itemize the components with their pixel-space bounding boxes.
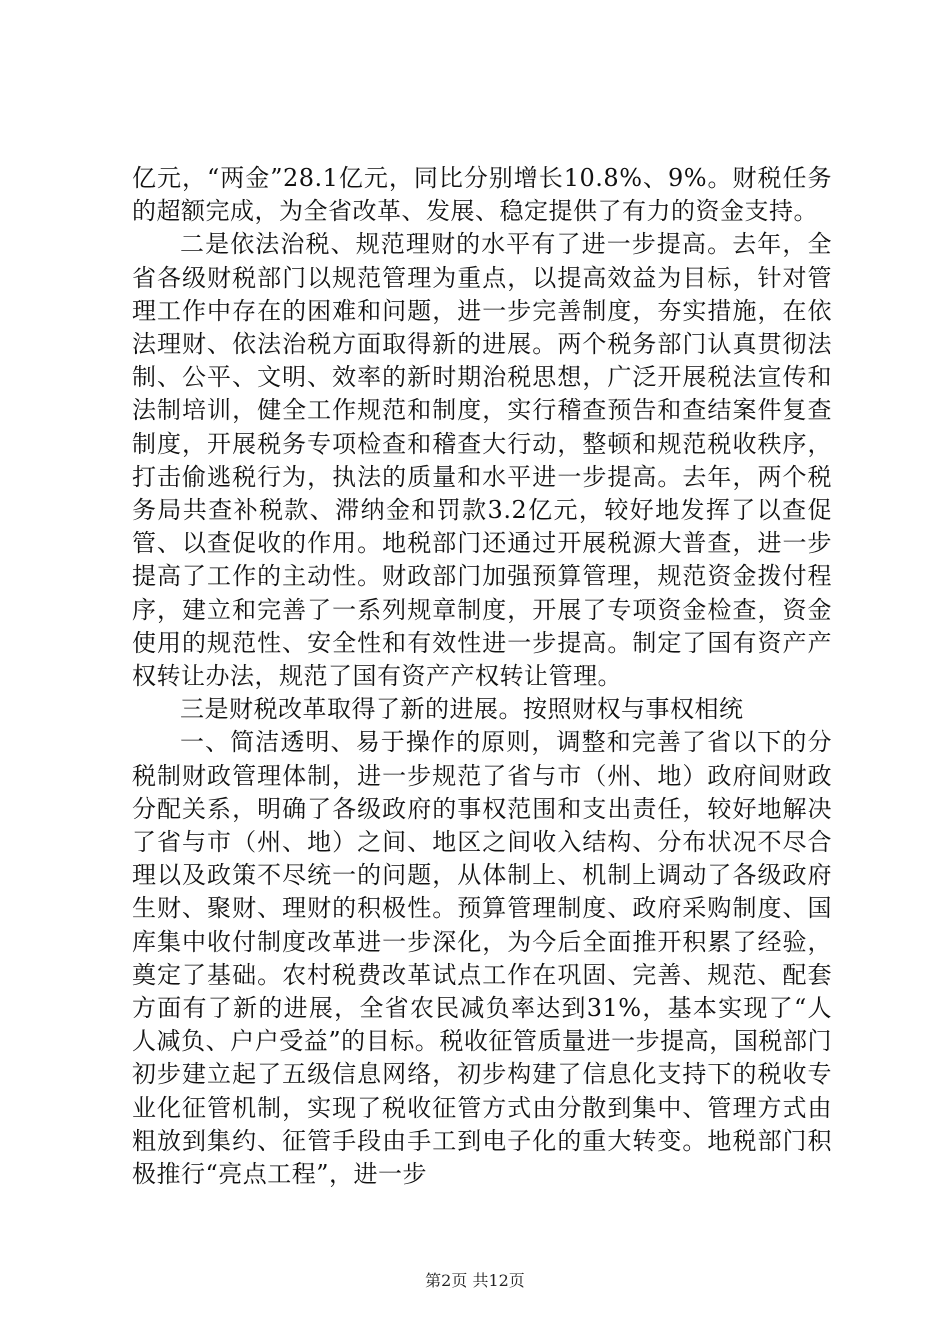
paragraph-4: 一、简洁透明、易于操作的原则，调整和完善了省以下的分税制财政管理体制，进一步规范了省与市（州、地）政府间财政分配关系，明确了各级政府的事权范围和支出责任，较好地解决了省与市（州、地）之间、地区之间收入结构、分布状况不尽合理以及政策不尽统一的问题，从体制上、机制上调动了各级政府生财、聚财、理财的积极性。预算管理制度、政府采购制度、国库集中收付制度改革进一步深化，为今后全面推开积累了经验，奠定了基础。农村税费改革试点工作在巩固、完善、规范、配套方面有了新的进展，全省农民减负率达到31%，基本实现了“人人减负、户户受益”的目标。税收征管质量进一步提高，国税部门初步建立起了五级信息网络，初步构建了信息化支持下的税收专业化征管机制，实现了税收征管方式由分散到集中、管理方式由粗放到集约、征管手段由手工到电子化的重大转变。地税部门积极推行“亮点工程”，进一步 xyxy=(132,728,832,1189)
paragraph-1: 亿元，“两金”28.1亿元，同比分别增长10.8%、9%。财税任务的超额完成，为全省改革、发展、稳定提供了有力的资金支持。 xyxy=(132,164,832,226)
paragraph-2: 二是依法治税、规范理财的水平有了进一步提高。去年，全省各级财税部门以规范管理为重点，以提高效益为目标，针对管理工作中存在的困难和问题，进一步完善制度，夯实措施，在依法理财、依法治税方面取得新的进展。两个税务部门认真贯彻法制、公平、文明、效率的新时期治税思想，广泛开展税法宣传和法制培训，健全工作规范和制度，实行稽查预告和查结案件复查制度，开展税务专项检查和稽查大行动，整顿和规范税收秩序，打击偷逃税行为，执法的质量和水平进一步提高。去年，两个税务局共查补税款、滞纳金和罚款3.2亿元，较好地发挥了以查促管、以查促收的作用。地税部门还通过开展税源大普查，进一步提高了工作的主动性。财政部门加强预算管理，规范资金拨付程序，建立和完善了一系列规章制度，开展了专项资金检查，资金使用的规范性、安全性和有效性进一步提高。制定了国有资产产权转让办法，规范了国有资产产权转让管理。 xyxy=(132,230,832,691)
page-number-footer: 第2页 共12页 xyxy=(425,1271,525,1290)
paragraph-3: 三是财税改革取得了新的进展。按照财权与事权相统 xyxy=(180,695,744,724)
document-body xyxy=(132,162,832,1191)
